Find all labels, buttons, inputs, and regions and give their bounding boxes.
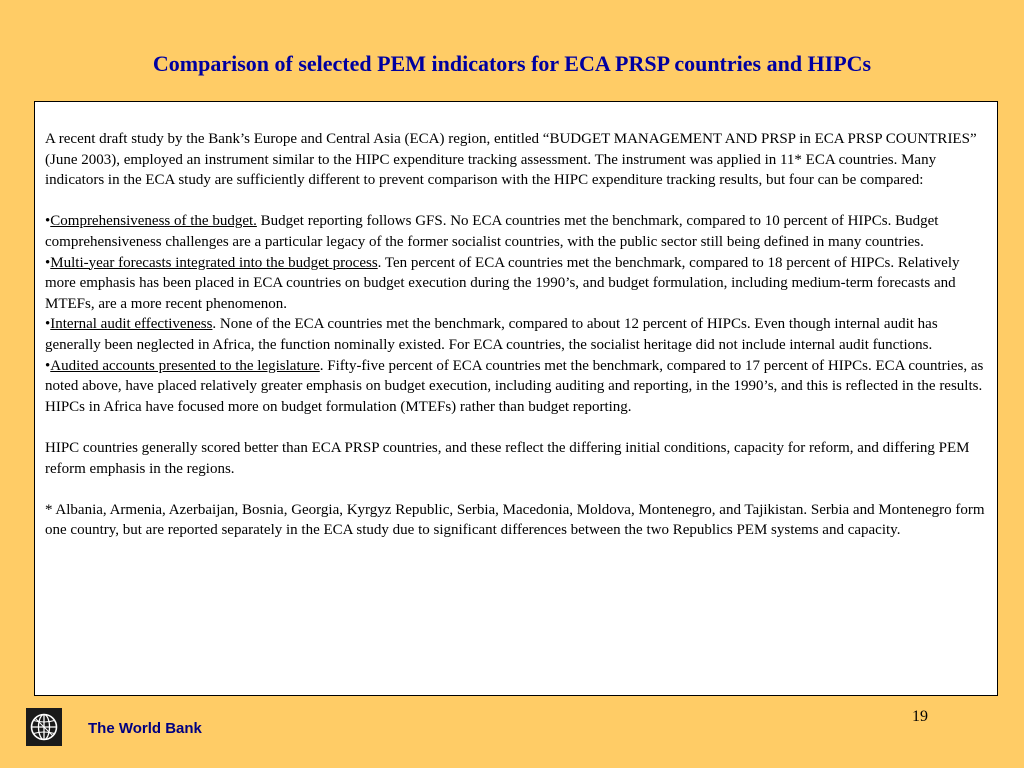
bullet-item bbox=[45, 253, 987, 315]
page-number: 19 bbox=[912, 708, 928, 725]
organization-name: The World Bank bbox=[88, 720, 202, 737]
bullet-item bbox=[45, 211, 987, 252]
bullet-marker: • bbox=[45, 357, 51, 374]
footnote-paragraph: * Albania, Armenia, Azerbaijan, Bosnia, Georgia, Kyrgyz Republic, Serbia, Macedonia, Moldova, Montenegro, and Tajikistan. Serbia and Montenegro form one country, but are reported separately in the ECA study due to significant differences between the two Republics PEM systems and capacity. bbox=[45, 501, 985, 539]
spacer bbox=[45, 417, 987, 438]
bullet-marker: • bbox=[45, 213, 51, 230]
bullet-title: Audited accounts presented to the legislature bbox=[50, 357, 320, 374]
world-bank-globe-icon bbox=[26, 708, 62, 746]
bullet-text: . None of the ECA countries met the benchmark, compared to about 12 percent of HIPCs. Even though internal audit has generally been neglected in Africa, the function nominally existed. For ECA countries, the socialist heritage did not include internal audit functions. bbox=[45, 316, 938, 353]
bullet-title: Comprehensiveness of the budget. bbox=[50, 213, 257, 230]
bullet-title: Multi-year forecasts integrated into the budget process bbox=[50, 254, 378, 271]
spacer bbox=[45, 479, 987, 500]
conclusion-paragraph: HIPC countries generally scored better than ECA PRSP countries, and these reflect the differing initial conditions, capacity for reform, and differing PEM reform emphasis in the regions. bbox=[45, 439, 970, 477]
bullet-title: Internal audit effectiveness bbox=[50, 316, 213, 333]
bullet-item bbox=[45, 356, 987, 418]
content-box bbox=[34, 101, 998, 696]
bullet-item bbox=[45, 314, 987, 355]
bullet-marker: • bbox=[45, 254, 51, 271]
bullet-text: . Fifty-five percent of ECA countries met the benchmark, compared to 17 percent of HIPCs. ECA countries, as noted above, have placed relatively greater emphasis on budget execution, including auditing and reporting, in the 1990’s, and this is reflected in the results. HIPCs in Africa have focused more on budget formulation (MTEFs) rather than budget reporting. bbox=[45, 357, 984, 415]
bullet-marker: • bbox=[45, 316, 51, 333]
slide-title: Comparison of selected PEM indicators for ECA PRSP countries and HIPCs bbox=[152, 51, 872, 76]
intro-paragraph: A recent draft study by the Bank’s Europe and Central Asia (ECA) region, entitled “BUDGET MANAGEMENT AND PRSP in ECA PRSP COUNTRIES” (June 2003), employed an instrument similar to the HIPC expenditure tracking assessment. The instrument was applied in 11* ECA countries. Many indicators in the ECA study are sufficiently different to prevent comparison with the HIPC expenditure tracking results, but four can be compared: bbox=[45, 131, 977, 189]
bullet-text: . Ten percent of ECA countries met the benchmark, compared to 18 percent of HIPCs. Relatively more emphasis has been placed in ECA countries on budget execution during the 1990’s, and budget formulation, including medium-term forecasts and MTEFs, are a more recent phenomenon. bbox=[45, 254, 960, 312]
bullet-text: Budget reporting follows GFS. No ECA countries met the benchmark, compared to 10 percent of HIPCs. Budget comprehensiveness challenges are a particular legacy of the former socialist countries, with the public sector still being defined in many countries. bbox=[45, 213, 939, 250]
spacer bbox=[45, 191, 987, 212]
